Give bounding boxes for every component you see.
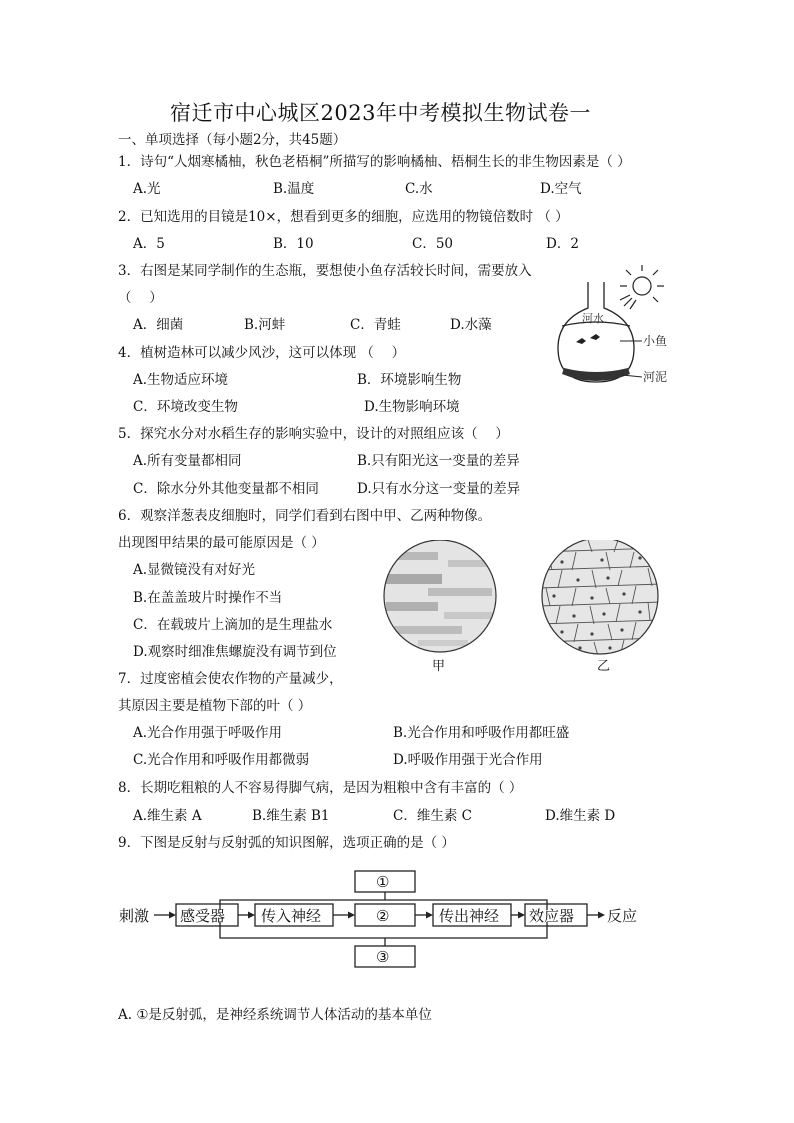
question-8-stem: 8．长期吃粗粮的人不容易得脚气病，是因为粗粮中含有丰富的（ ） (118, 780, 523, 796)
question-6-stem-cont: 出现图甲结果的最可能原因是（ ） (118, 535, 325, 551)
section-heading: 一、单项选择（每小题2分，共45题） (118, 132, 347, 148)
q1-option-d[interactable]: D.空气 (540, 181, 582, 197)
blurry-field-jia (378, 540, 502, 652)
reflex-arc-diagram (118, 866, 648, 974)
q5-option-d[interactable]: D.只有水分这一变量的差异 (357, 481, 521, 497)
reflex-bottom-box: ③ (376, 948, 390, 966)
fish-icon (576, 334, 600, 344)
reflex-top-box: ① (376, 873, 390, 891)
question-7-stem-cont: 其原因主要是植物下部的叶（ ） (118, 698, 312, 714)
q2-option-b[interactable]: B．10 (273, 236, 314, 252)
q3-option-b[interactable]: B.河蚌 (244, 317, 286, 333)
q4-option-d[interactable]: D.生物影响环境 (364, 399, 460, 415)
q8-option-c[interactable]: C．维生素 C (393, 808, 472, 824)
response-label: 反应 (607, 907, 638, 925)
q5-option-c[interactable]: C．除水分外其他变量都不相同 (133, 481, 319, 497)
question-2-stem: 2．已知选用的目镜是10×，想看到更多的细胞，应选用的物镜倍数时 （ ） (118, 209, 569, 225)
sun-icon (620, 265, 664, 309)
q6-option-d[interactable]: D.观察时细准焦螺旋没有调节到位 (133, 644, 337, 660)
q4-option-b[interactable]: B．环境影响生物 (357, 372, 462, 388)
nerve-center-box: ② (376, 907, 390, 925)
afferent-nerve-box: 传入神经 (261, 907, 322, 925)
question-5-stem: 5．探究水分对水稻生存的影响实验中，设计的对照组应该（ ） (118, 426, 509, 442)
q1-option-a[interactable]: A.光 (133, 181, 161, 197)
figure-label-yi: 乙 (597, 659, 611, 674)
figure-label-jia: 甲 (432, 659, 446, 674)
question-9-stem: 9．下图是反射与反射弧的知识图解，选项正确的是（ ） (118, 835, 455, 851)
q7-option-b[interactable]: B.光合作用和呼吸作用都旺盛 (393, 725, 570, 741)
q3-option-a[interactable]: A．细菌 (133, 317, 184, 333)
q5-option-b[interactable]: B.只有阳光这一变量的差异 (357, 453, 520, 469)
q7-option-c[interactable]: C.光合作用和呼吸作用都微弱 (133, 752, 310, 768)
q4-option-a[interactable]: A.生物适应环境 (133, 372, 229, 388)
q2-option-a[interactable]: A．5 (133, 236, 165, 252)
question-3-stem: 3．右图是某同学制作的生态瓶，要想使小鱼存活较长时间，需要放入 (118, 263, 532, 279)
q8-option-d[interactable]: D.维生素 D (545, 808, 616, 824)
q8-option-b[interactable]: B.维生素 B1 (252, 808, 330, 824)
q6-option-c[interactable]: C．在载玻片上滴加的是生理盐水 (133, 617, 333, 633)
effector-box: 效应器 (529, 907, 575, 925)
q8-option-a[interactable]: A.维生素 A (133, 808, 202, 824)
question-4-stem: 4．植树造林可以减少风沙，这可以体现 （ ） (118, 345, 406, 361)
page-title: 宿迁市中心城区2023年中考模拟生物试卷一 (170, 101, 591, 125)
cell-figures (378, 540, 668, 675)
q2-option-d[interactable]: D．2 (546, 236, 579, 252)
q1-option-b[interactable]: B.温度 (273, 181, 315, 197)
receptor-box: 感受器 (180, 907, 226, 925)
mud-label: 河泥 (643, 370, 668, 384)
stimulus-label: 刺激 (119, 907, 150, 925)
question-3-stem-cont: （ ） (118, 290, 163, 306)
q9-option-a[interactable]: A. ①是反射弧，是神经系统调节人体活动的基本单位 (118, 1007, 432, 1023)
q2-option-c[interactable]: C．50 (412, 236, 454, 252)
water-label: 河水 (582, 312, 604, 325)
q4-option-c[interactable]: C．环境改变生物 (133, 399, 238, 415)
q5-option-a[interactable]: A.所有变量都相同 (133, 453, 242, 469)
question-6-stem: 6．观察洋葱表皮细胞时，同学们看到右图中甲、乙两种物像。 (118, 508, 492, 524)
q1-option-c[interactable]: C.水 (405, 181, 433, 197)
fish-label: 小鱼 (643, 334, 668, 348)
efferent-nerve-box: 传出神经 (439, 907, 500, 925)
q7-option-a[interactable]: A.光合作用强于呼吸作用 (133, 725, 283, 741)
q3-option-c[interactable]: C．青蛙 (350, 317, 401, 333)
q3-option-d[interactable]: D.水藻 (450, 317, 492, 333)
q6-option-a[interactable]: A.显微镜没有对好光 (133, 562, 256, 578)
eco-bottle-figure (550, 262, 690, 392)
question-7-stem: 7．过度密植会使农作物的产量减少， (118, 671, 343, 687)
mud-layer (562, 368, 630, 381)
q7-option-d[interactable]: D.呼吸作用强于光合作用 (393, 752, 543, 768)
q6-option-b[interactable]: B.在盖盖玻片时操作不当 (133, 590, 283, 606)
question-1-stem: 1．诗句“人烟寒橘柚，秋色老梧桐”所描写的影响橘柚、梧桐生长的非生物因素是（ ） (118, 154, 631, 170)
